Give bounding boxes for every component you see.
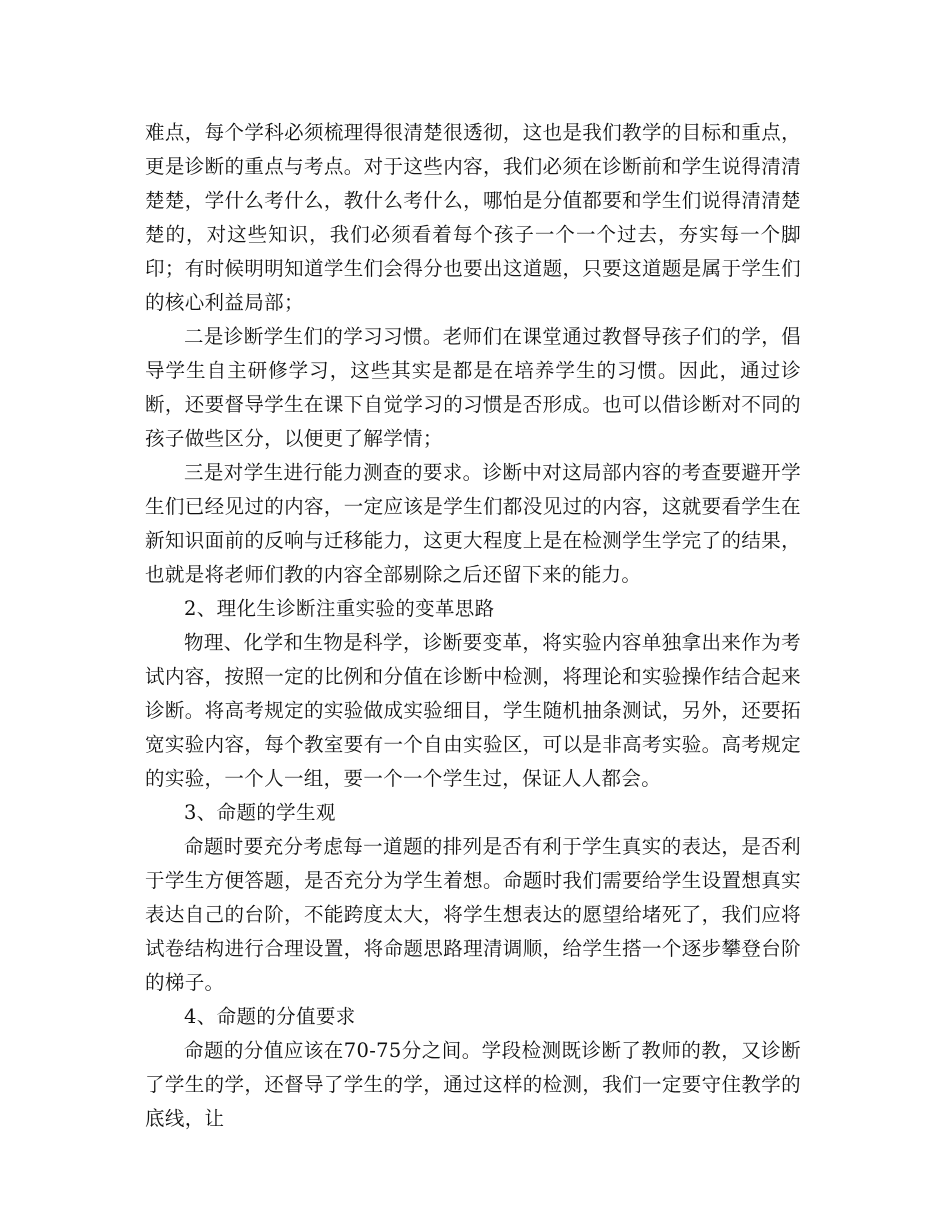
paragraph-experiment-reform: 物理、化学和生物是科学，诊断要变革，将实验内容单独拿出来作为考试内容，按照一定的比例和分值在诊断中检测，将理论和实验操作结合起来诊断。将高考规定的实验做成实验细目，学生随机抽条测试，另外，还要拓宽实验内容，每个教室要有一个自由实验区，可以是非高考实验。高考规定的实验，一个人一组，要一个一个学生过，保证人人都会。 bbox=[145, 631, 801, 790]
paragraph-score-requirement: 命题的分值应该在70-75分之间。学段检测既诊断了教师的教，又诊断了学生的学，还督导了学生的学，通过这样的检测，我们一定要守住教学的底线，让 bbox=[145, 1039, 801, 1130]
paragraph-key-points: 难点，每个学科必须梳理得很清楚很透彻，这也是我们教学的目标和重点，更是诊断的重点与考点。对于这些内容，我们必须在诊断前和学生说得清清楚楚，学什么考什么，教什么考什么，哪怕是分值都要和学生们说得清清楚楚的，对这些知识，我们必须看着每个孩子一个一个过去，夯实每一个脚印；有时候明明知道学生们会得分也要出这道题，只要这道题是属于学生们的核心利益局部； bbox=[145, 121, 801, 314]
section-heading-experiment-reform: 2、理化生诊断注重实验的变革思路 bbox=[184, 597, 495, 620]
section-heading-student-view: 3、命题的学生观 bbox=[184, 801, 336, 824]
paragraph-learning-habits: 二是诊断学生们的学习习惯。老师们在课堂通过教督导孩子们的学，倡导学生自主研修学习，这些其实是都是在培养学生的习惯。因此，通过诊断，还要督导学生在课下自觉学习的习惯是否形成。也可以借诊断对不同的孩子做些区分，以便更了解学情； bbox=[145, 325, 801, 450]
paragraph-ability-test: 三是对学生进行能力测查的要求。诊断中对这局部内容的考查要避开学生们已经见过的内容，一定应该是学生们都没见过的内容，这就要看学生在新知识面前的反响与迁移能力，这更大程度上是在检测学生学完了的结果，也就是将老师们教的内容全部剔除之后还留下来的能力。 bbox=[145, 461, 801, 586]
document-page bbox=[145, 116, 801, 1136]
section-heading-score-requirement: 4、命题的分值要求 bbox=[184, 1005, 356, 1028]
paragraph-student-view: 命题时要充分考虑每一道题的排列是否有利于学生真实的表达，是否利于学生方便答题，是否充分为学生着想。命题时我们需要给学生设置想真实表达自己的台阶，不能跨度太大，将学生想表达的愿望给堵死了，我们应将试卷结构进行合理设置，将命题思路理清调顺，给学生搭一个逐步攀登台阶的梯子。 bbox=[145, 835, 801, 994]
